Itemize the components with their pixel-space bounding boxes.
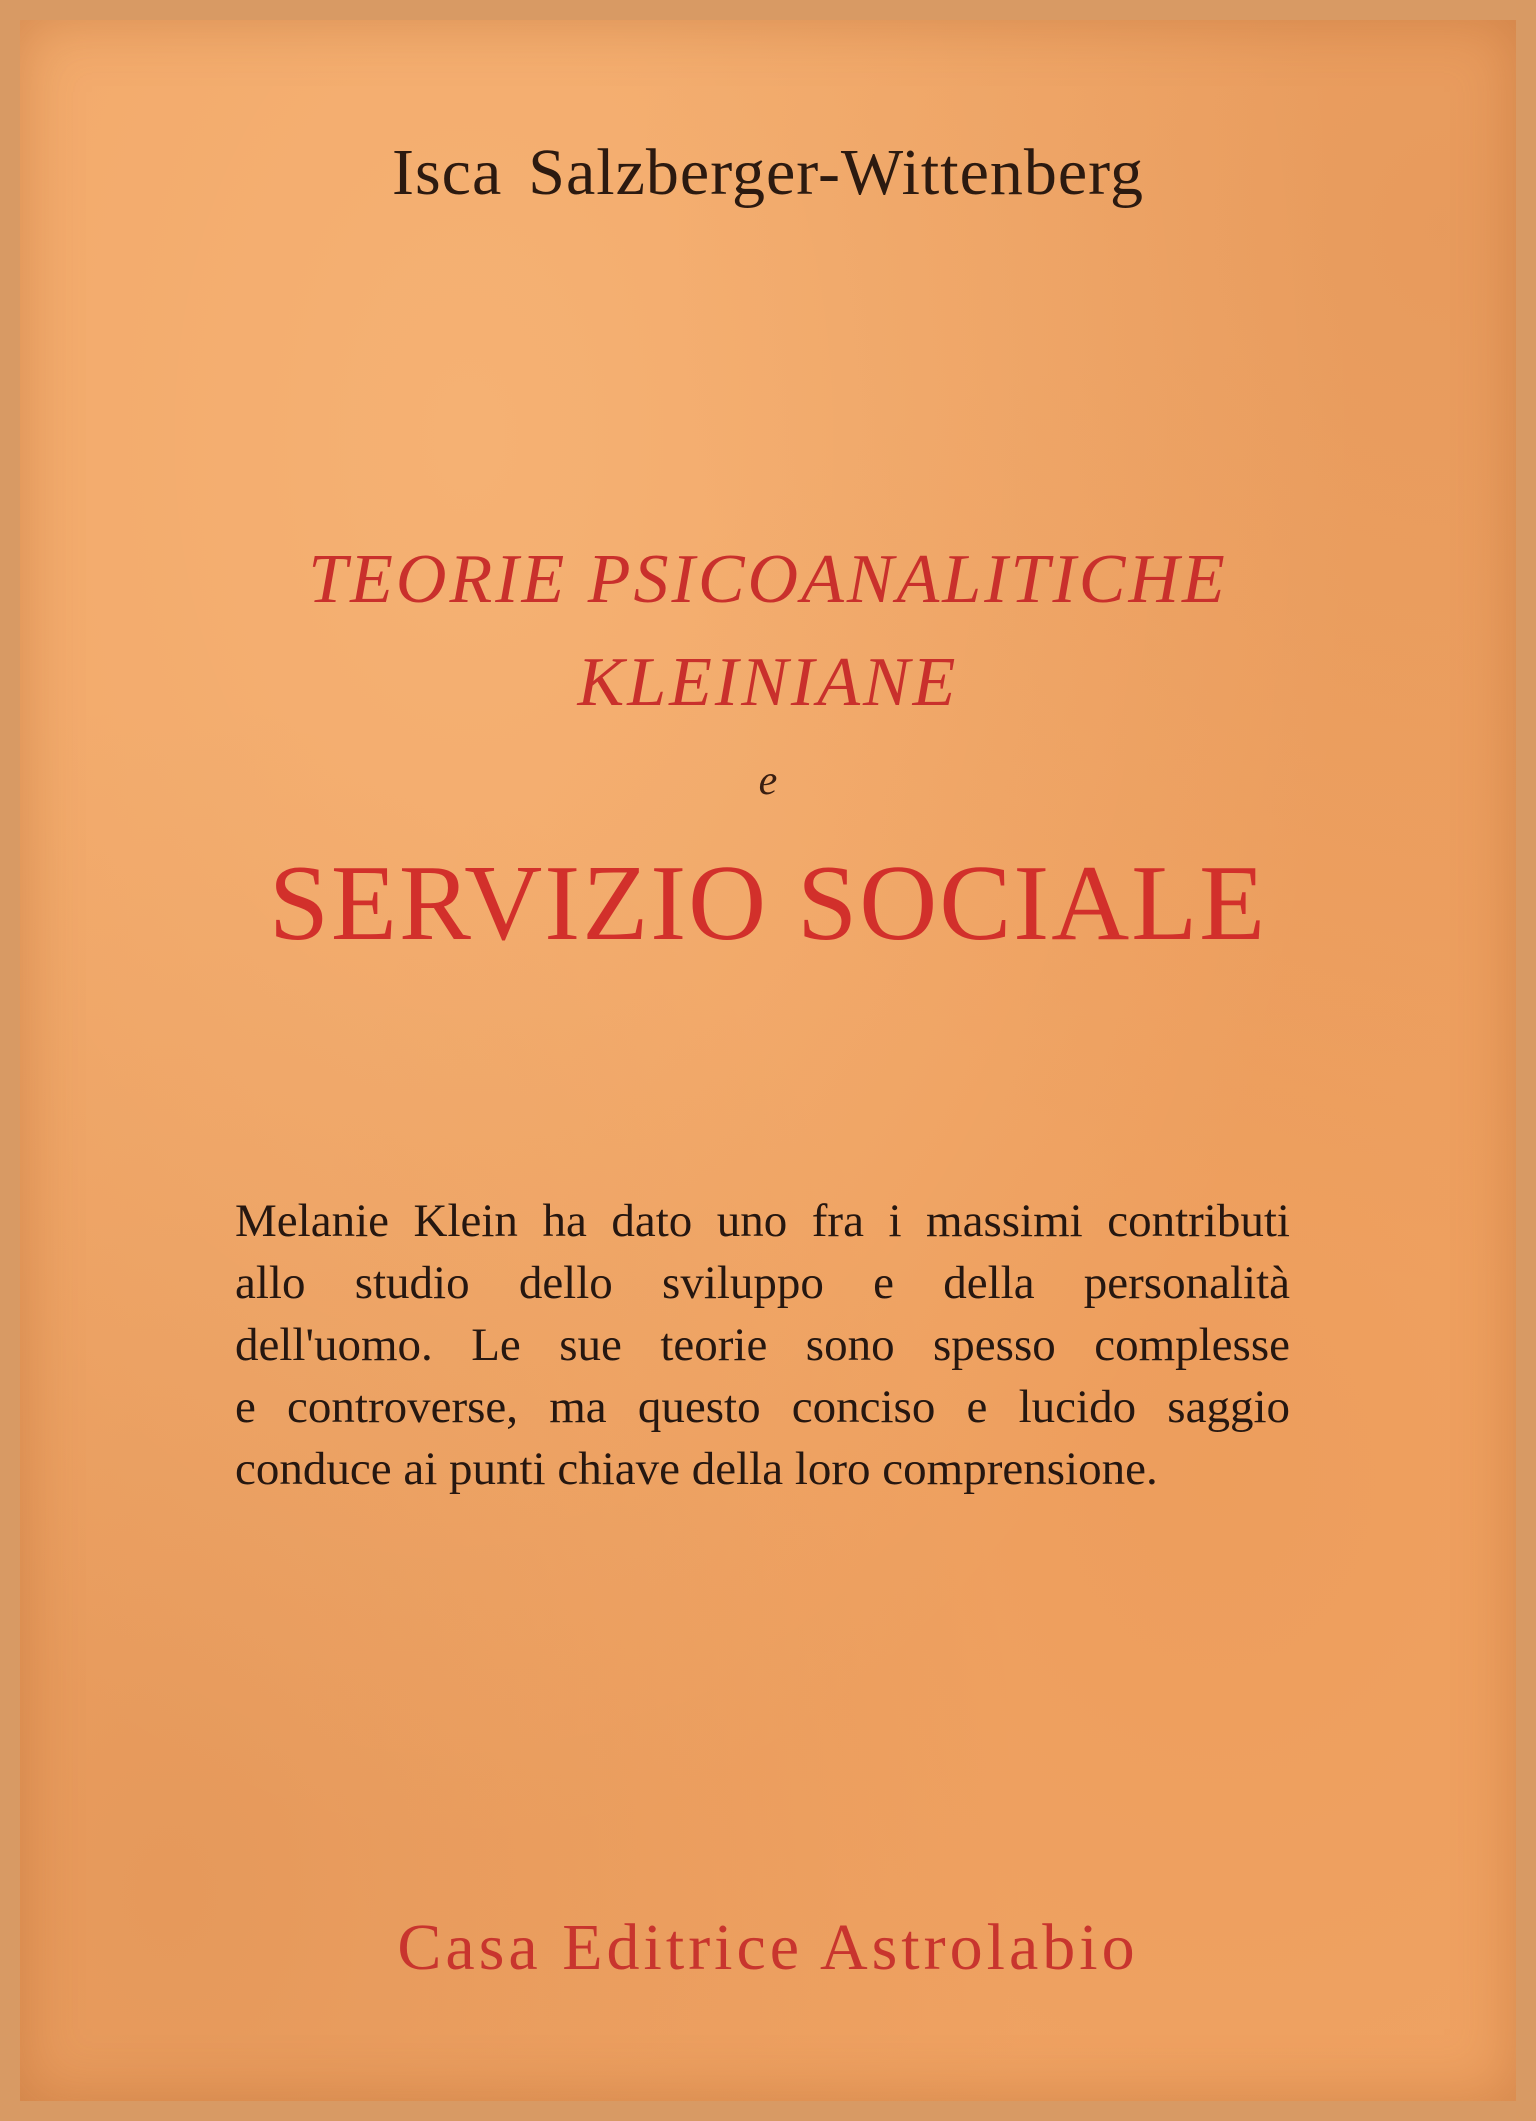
blurb-line: conduce ai punti chiave della loro comprensione. [235,1443,1158,1495]
cover-blurb [235,1190,1290,1500]
blurb-line: Melanie Klein ha dato uno fra i massimi contributi [235,1195,1290,1247]
blurb-line: dell'uomo. Le sue teorie sono spesso complesse [235,1319,1290,1371]
title-line-2: KLEINIANE [577,644,959,721]
book-cover [20,20,1516,2101]
author-last-name: Salzberger-Wittenberg [528,136,1144,209]
author-first-name: Isca [392,136,503,209]
subtitle-servizio-sociale: SERVIZIO SOCIALE [268,844,1268,963]
publisher-name: Casa Editrice Astrolabio [397,1911,1139,1984]
author-name [20,136,1516,209]
blurb-line: e controverse, ma questo conciso e lucido saggio [235,1381,1290,1433]
title-conjunction: e [758,758,778,804]
title-line-1: TEORIE PSICOANALITICHE [308,541,1228,618]
blurb-line: allo studio dello sviluppo e della personalità [235,1257,1290,1309]
